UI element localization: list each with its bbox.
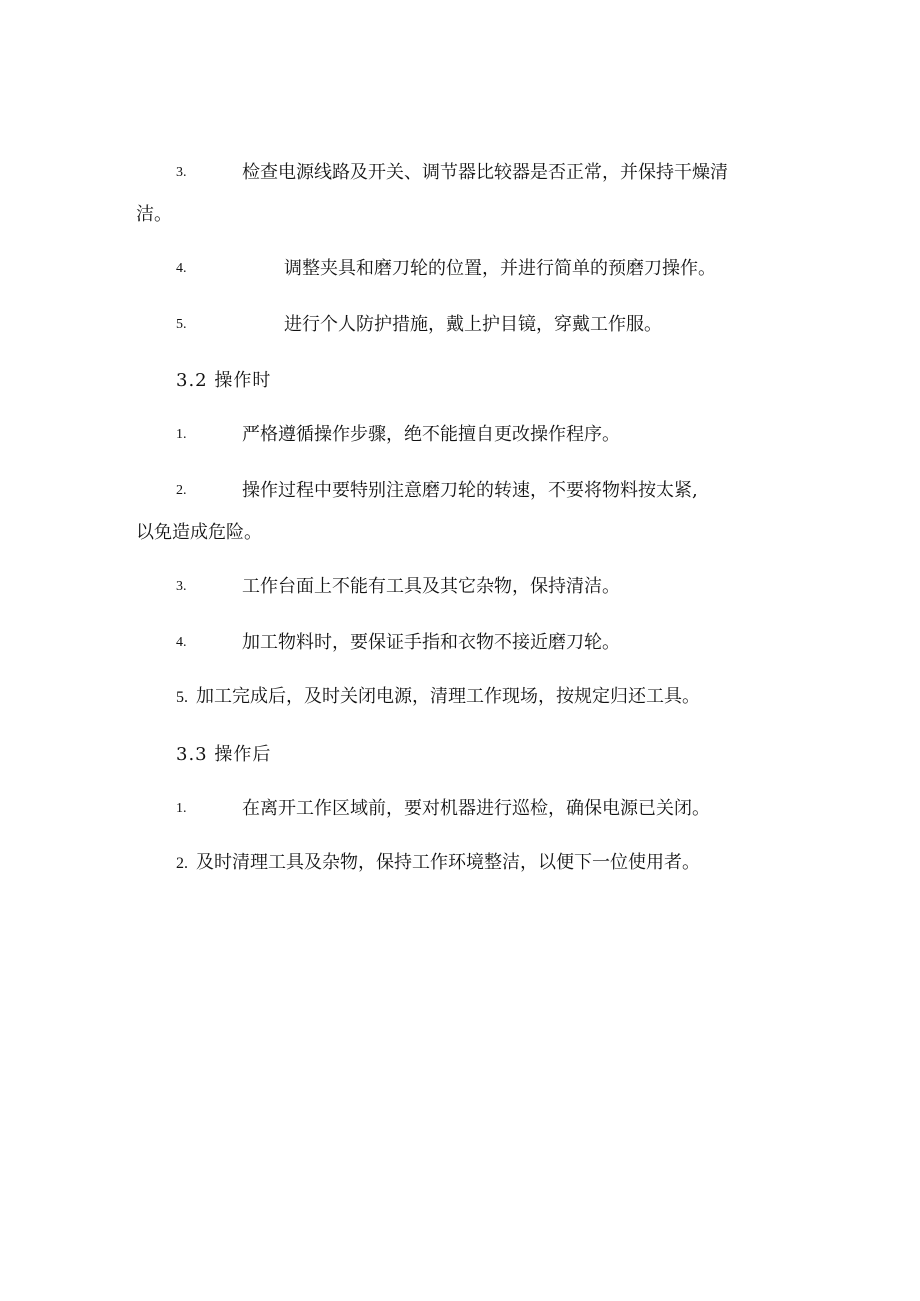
item-number: 5. <box>176 317 187 332</box>
item-number: 3. <box>176 579 187 594</box>
item-number: 2. <box>176 855 188 872</box>
list-item <box>176 842 796 885</box>
item-number: 3. <box>176 165 187 180</box>
item-text-continuation: 洁。 <box>136 204 172 225</box>
item-number: 4. <box>176 261 187 276</box>
item-text-continuation: 以免造成危险。 <box>136 522 262 543</box>
item-text: 在离开工作区域前，要对机器进行巡检，确保电源已关闭。 <box>242 798 710 819</box>
section-heading: 3.2 操作时 <box>176 370 272 391</box>
item-text: 进行个人防护措施，戴上护目镜，穿戴工作服。 <box>284 314 662 335</box>
item-number: 2. <box>176 483 187 498</box>
item-number: 1. <box>176 427 187 442</box>
item-text: 检查电源线路及开关、调节器比较器是否正常，并保持干燥清 <box>242 162 728 183</box>
item-number: 1. <box>176 801 187 816</box>
item-text: 加工完成后，及时关闭电源，清理工作现场，按规定归还工具。 <box>196 686 700 707</box>
item-text: 及时清理工具及杂物，保持工作环境整洁，以便下一位使用者。 <box>196 852 700 873</box>
item-text: 加工物料时，要保证手指和衣物不接近磨刀轮。 <box>242 632 620 653</box>
item-number: 5. <box>176 689 188 706</box>
item-text: 操作过程中要特别注意磨刀轮的转速，不要将物料按太紧, <box>242 480 698 501</box>
list-item <box>136 470 786 554</box>
item-text: 工作台面上不能有工具及其它杂物，保持清洁。 <box>242 576 620 597</box>
item-text: 严格遵循操作步骤，绝不能擅自更改操作程序。 <box>242 424 620 445</box>
item-number: 4. <box>176 635 187 650</box>
item-text: 调整夹具和磨刀轮的位置，并进行简单的预磨刀操作。 <box>284 258 716 279</box>
list-item <box>136 152 786 236</box>
section-heading: 3.3 操作后 <box>176 744 272 765</box>
list-item <box>176 676 796 719</box>
